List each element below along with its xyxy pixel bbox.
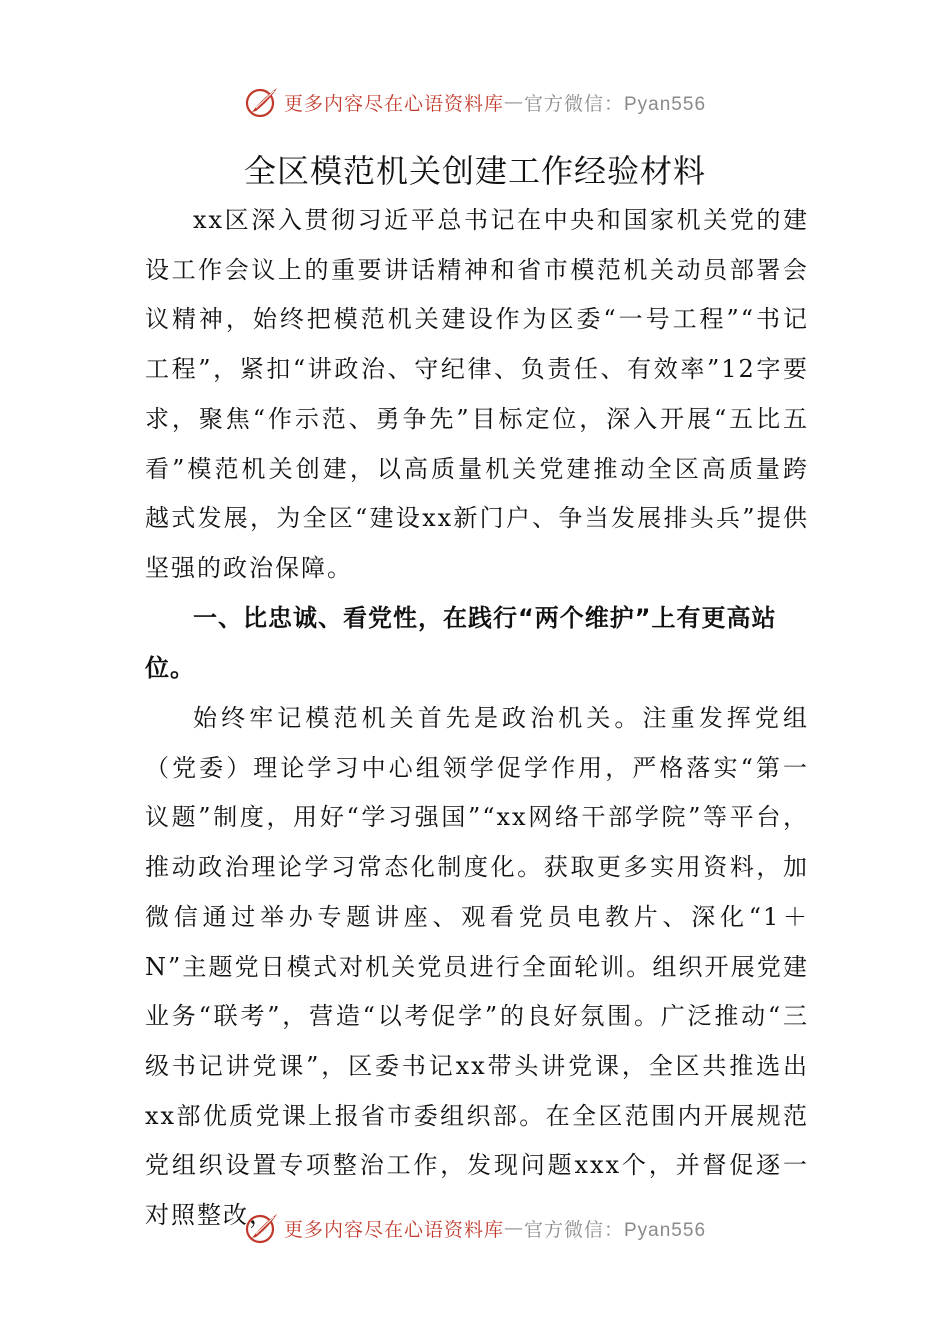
intro-paragraph: xx区深入贯彻习近平总书记在中央和国家机关党的建设工作会议上的重要讲话精神和省市模范机关动员部署会议精神，始终把模范机关建设作为区委“一号工程”“书记工程”，紧扣“讲政治、守纪律、负责任、有效率”12字要求，聚焦“作示范、勇争先”目标定位，深入开展“五比五看”模范机关创建，以高质量机关党建推动全区高质量跨越式发展，为全区“建设xx新门户、争当发展排头兵”提供坚强的政治保障。 xyxy=(145,206,809,582)
section-1-paragraph: 始终牢记模范机关首先是政治机关。注重发挥党组（党委）理论学习中心组领学促学作用，严格落实“第一议题”制度，用好“学习强国”“xx网络干部学院”等平台，推动政治理论学习常态化制度化。获取更多实用资料，加微信通过举办专题讲座、观看党员电教片、深化“1＋N”主题党日模式对机关党员进行全面轮训。组织开展党建业务“联考”，营造“以考促学”的良好氛围。广泛推动“三级书记讲党课”，区委书记xx带头讲党课，全区共推选出xx部优质党课上报省市委组织部。在全区范围内开展规范党组织设置专项整治工作，发现问题xxx个，并督促逐一对照整改， xyxy=(145,704,809,1230)
top-watermark-banner xyxy=(0,82,950,122)
document-title: 全区模范机关创建工作经验材料 xyxy=(243,152,706,190)
section-heading-1: 一、比忠诚、看党性，在践行“两个维护”上有更高站位。 xyxy=(145,604,777,682)
quill-pen-logo-icon xyxy=(244,1210,280,1246)
quill-pen-logo-icon xyxy=(244,84,280,120)
watermark-separator: — xyxy=(504,91,524,113)
watermark-site-name: 更多内容尽在心语资料库 xyxy=(283,1218,504,1241)
watermark-wechat: 官方微信：Pyan556 xyxy=(524,1219,707,1241)
watermark-wechat: 官方微信：Pyan556 xyxy=(524,93,707,115)
watermark-separator: — xyxy=(504,1217,524,1239)
watermark-site-name: 更多内容尽在心语资料库 xyxy=(283,92,504,115)
bottom-watermark-banner xyxy=(0,1208,950,1248)
